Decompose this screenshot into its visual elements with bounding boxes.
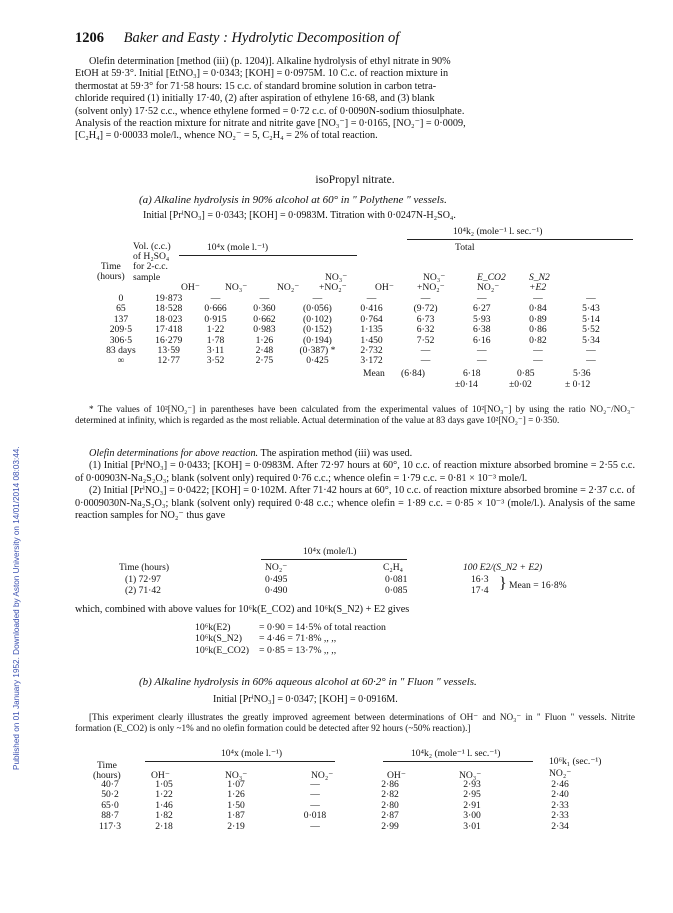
running-title: Baker and Easty : Hydrolytic Decomposition of [123,30,400,46]
table-cell: — [533,293,543,304]
t2-r2-time: (2) 71·42 [125,585,161,596]
table-cell: 306·5 [109,334,133,346]
table-cell: 5·34 [582,334,600,346]
table-a-brace-k [407,239,633,244]
t2-brace-glyph: } [499,575,507,592]
table-cell: 2·19 [227,820,245,832]
table-cell: 0·018 [303,810,327,822]
table-cell: 1·50 [227,799,245,811]
pm-sn2: ± 0·12 [565,379,591,390]
table-cell: 0·84 [529,303,547,315]
table-a-brace-x [179,255,357,260]
table-cell: — [310,799,320,811]
intro-line: [C₂H₄] = 0·00033 mole/l., whence NO₂⁻ = 5, C₂H₄ = 2% of total reaction. [75,130,378,142]
table-cell: — [476,345,487,357]
table-cell: 1·87 [227,810,245,822]
table-2-group: 10⁴x (mole/l.) [303,546,357,557]
t2-col-c2h4: C₂H₄ [383,562,404,573]
table-a-group-k: 10⁴k₂ (mole⁻¹ l. sec.⁻¹) [453,226,543,237]
table-cell: (9·72) [413,303,438,315]
intro-line: EtOH at 59·3°. Initial [EtNO₃] = 0·0343; [KOH] = 0·0975M. 10 C.c. of reaction mixture in [75,68,449,80]
col-no3: NO₃⁻ [225,282,248,293]
olefin-section [75,448,635,522]
col-total-a: NO₃⁻ [423,272,446,283]
table-cell: 19·873 [155,293,183,304]
table-cell: 3·01 [463,820,481,832]
table-cell: 2·99 [381,820,399,832]
table-a-group-x: 10⁴x (mole l.⁻¹) [207,242,269,253]
table-cell: 5·43 [582,303,600,315]
table-cell: 1·135 [360,324,383,336]
k-sn2-value: = 4·46 = 71·8% ,, ,, [259,633,337,645]
table-a-row [97,356,617,366]
k-sn2-label: 10⁶k(S_N2) [195,633,242,645]
table-cell: — [586,355,596,367]
col-total-oh: OH⁻ [375,282,394,293]
mean-oh: (6·84) [401,368,425,379]
table-cell: 88·7 [101,810,119,822]
table-cell: (0·387) * [299,345,336,357]
table-cell: 6·73 [416,313,435,325]
table-cell: 13·59 [157,345,180,357]
combined-lines [195,622,535,656]
tb-group-k: 10⁴k₂ (mole⁻¹ l. sec.⁻¹) [411,748,501,759]
t2-r1-e2: 16·3 [471,574,489,585]
t2-col-time: Time (hours) [119,562,170,573]
table-cell: — [420,355,431,367]
table-b-row [85,822,605,832]
table-cell: — [259,293,270,304]
table-cell: — [310,779,320,790]
table-cell: 1·26 [227,789,245,801]
mean-sn2: 5·36 [573,368,591,379]
k-e2-value: = 0·90 = 14·5% of total reaction [259,622,386,633]
olefin-heading: Olefin determinations for above reaction. [89,448,259,459]
table-cell: 2·93 [463,779,481,790]
table-cell: 1·26 [255,334,274,346]
table-cell: 5·14 [582,313,600,325]
table-cell: 2·732 [360,345,383,357]
table-cell: 1·07 [227,779,245,790]
table-a-vol-head: Vol. (c.c.) of H₂SO₄ for 2-c.c. sample [133,241,171,283]
part-b-note: [This experiment clearly illustrates the greatly improved agreement between determinations of OH⁻ and NO₃⁻ in " Fluon " vessels. Nitrite formation (E_CO2) is only ~1% and no olefin formation could be detected after 92 hours (~50% reaction).] [75,712,635,733]
table-cell: 2·33 [551,810,569,822]
table-cell: 1·78 [206,334,225,346]
table-cell: 1·450 [360,334,383,346]
table-b-body [85,780,605,832]
table-cell: — [366,293,377,304]
table-cell: 0·666 [204,303,227,315]
table-cell: 18·023 [155,313,183,325]
table-cell: 1·82 [155,810,173,822]
mean-total: 6·18 [463,368,481,379]
table-cell: 65·0 [101,799,119,811]
table-cell: — [476,355,487,367]
col-total-b: +NO₂⁻ [417,282,445,293]
table-cell: 0·82 [529,334,547,346]
download-watermark [2,150,21,770]
table-cell: 3·00 [463,810,481,822]
tb-col-k1-no3: NO₂⁻ [549,768,572,779]
table-cell: 0·425 [306,355,329,367]
table-cell: 2·40 [551,789,569,801]
k-eco2-label: 10⁶k(E_CO2) [195,644,250,656]
table-cell: (0·056) [303,303,332,315]
table-cell: 0·983 [253,324,276,336]
combined-text: which, combined with above values for 10⁶k(E_CO2) and 10⁶k(S_N2) + E2 gives [75,604,410,615]
col-eco2-b: NO₂⁻ [477,282,500,293]
table-cell: 1·22 [155,789,173,801]
table-cell: 209·5 [109,324,133,336]
tb-time-head-2: (hours) [93,770,121,781]
table-cell: 2·34 [551,820,569,832]
table-cell: 0·360 [253,303,276,315]
tb-col-no2: NO₂⁻ [311,770,334,781]
col-sum-b: +NO₂⁻ [319,282,347,293]
table-cell: 5·93 [472,313,491,325]
table-cell: 2·95 [463,789,481,801]
table-cell: 2·86 [381,779,399,790]
tb-group-x: 10⁴x (mole l.⁻¹) [221,748,283,759]
table-cell: 0·89 [529,313,547,325]
table-cell: 3·172 [360,355,383,367]
table-a-group-total: Total [455,242,475,253]
olefin-heading-line [75,448,635,460]
intro-line: thermostat at 59·3° for 71·58 hours: 15 c.c. of standard bromine solution in carbon tetra- [75,80,437,92]
t2-col-no2: NO₂⁻ [265,562,288,573]
part-a-heading: (a) Alkaline hydrolysis in 90% alcohol at 60° in " Polythene " vessels. [139,194,447,206]
table-cell: — [420,293,431,304]
table-cell: 137 [113,313,129,325]
table-cell: 6·38 [472,324,491,336]
col-sn2-b: +E2 [529,282,547,293]
k-eco2-value: = 0·85 = 13·7% ,, ,, [259,644,337,656]
table-cell: 0·86 [529,324,547,336]
olefin-para-2: (2) Initial [PrⁱNO₃] = 0·0422; [KOH] = 0·102M. After 71·42 hours at 60°, 10 c.c. of reaction mixture absorbed bromine = 2·37 c.c. of 0·0009030N-Na₂S₂O₃; blank (solvent only) required 0·48 c.c.; whence olefin = 1·89 c.c. = 0·85 × 10⁻³ (mole/l.). Analysis of the same reaction samples for NO₂⁻ thus gave [75,485,635,522]
table-cell: 3·11 [206,345,225,357]
table-cell: — [310,789,320,801]
t2-r2-e2: 17·4 [471,585,489,596]
table-cell: 5·52 [582,324,600,336]
intro-line: (solvent only) 17·52 c.c., whence ethylene formed = 0·72 c.c. of 0·0090N-sodium thiosulphate. [75,105,465,117]
tb-col-oh: OH⁻ [151,770,170,781]
t2-r2-c2h4: 0·085 [385,585,408,596]
t2-r1-c2h4: 0·081 [385,574,408,585]
k-e2-label: 10⁶k(E2) [195,622,231,633]
intro-line: Analysis of the reaction mixture for nitrate and nitrite gave [NO₃⁻] = 0·0165, [NO₂⁻] = 0·0009, [75,118,466,130]
t2-r1-time: (1) 72·97 [125,574,161,585]
table-cell: — [586,345,596,357]
intro-paragraph [75,56,635,143]
table-cell: — [310,820,320,832]
t2-r2-no2: 0·490 [265,585,288,596]
table-cell: 0 [118,293,124,304]
table-cell: 2·82 [381,789,399,801]
table-cell: 12·77 [157,355,180,367]
table-cell: — [210,293,221,304]
table-cell: 1·46 [155,799,173,811]
table-cell: — [420,345,431,357]
intro-line: Olefin determination [method (iii) (p. 1204)]. Alkaline hydrolysis of ethyl nitrate in 90% [89,56,451,67]
table-cell: 17·418 [155,324,183,336]
table-cell: — [533,355,543,367]
part-b-heading: (b) Alkaline hydrolysis in 60% aqueous alcohol at 60·2° in " Fluon " vessels. [139,676,477,688]
table-cell: 40·7 [101,779,119,790]
table-cell: 50·2 [101,789,119,801]
table-cell: (0·194) [303,334,332,346]
mean-eco2: 0·85 [517,368,535,379]
table-cell: 2·80 [381,799,399,811]
table-a-body [97,294,617,367]
section-title: isoPropyl nitrate. [315,174,395,186]
table-cell: 6·32 [416,324,435,336]
part-a-initial: Initial [PrⁱNO₃] = 0·0343; [KOH] = 0·0983M. Titration with 0·0247N-H₂SO₄. [143,210,456,221]
table-cell: 2·75 [255,355,274,367]
tb-brace-x [145,761,335,766]
table-cell: ∞ [117,355,125,367]
olefin-para-1: (1) Initial [PrⁱNO₃] = 0·0433; [KOH] = 0·0983M. After 72·97 hours at 60°, 10 c.c. of reaction mixture absorbed bromine = 2·55 c.c. of 0·00903N-Na₂S₂O₃; blank (solvent only) required 0·76 c.c.; whence olefin = 1·79 c.c. = 0·81 × 10⁻³ mole/l. [75,460,635,484]
table-a-footnote: * The values of 10²[NO₂⁻] in parentheses have been calculated from the experimental values of 10²[NO₃⁻] by using the ratio NO₂⁻/NO₃⁻ determined at infinity, which is regarded as the most reliable. Actual determination of the value at 83 days gave 10²[NO₂⁻] = 0·350. [75,404,635,425]
table-cell: 18·528 [155,303,183,315]
table-cell: 3·52 [206,355,225,367]
t2-col-e2: 100 E2/(S_N2 + E2) [463,562,543,573]
col-sum-a: NO₃⁻ [325,272,348,283]
table-a-mean-label: Mean [363,368,385,379]
table-cell: (0·152) [303,324,332,336]
table-cell: 2·18 [155,820,173,832]
table-cell: 2·46 [551,779,569,790]
table-cell: 16·279 [155,334,183,346]
table-cell: 6·16 [472,334,491,346]
table-a-time-head: Time (hours) [97,261,125,283]
olefin-heading-rest: The aspiration method (iii) was used. [260,448,413,459]
table-cell: — [312,293,323,304]
table-cell: — [533,345,543,357]
col-oh: OH⁻ [181,282,200,293]
table-cell: 1·22 [206,324,225,336]
tb-group-k1: 10⁶k₁ (sec.⁻¹) [549,756,602,767]
table-cell: 1·05 [155,779,173,790]
table-cell: — [476,293,487,304]
table-cell: 6·27 [472,303,491,315]
table-cell: (0·102) [303,313,332,325]
table-cell: 0·915 [204,313,227,325]
table-cell: 83 days [106,345,136,357]
col-no2: NO₂⁻ [277,282,300,293]
table-cell: 2·91 [463,799,481,811]
t2-r1-no2: 0·495 [265,574,288,585]
tb-col-no3: NO₃⁻ [225,770,248,781]
col-sn2: S_N2 [529,272,550,283]
page-number: 1206 [75,30,104,46]
part-b-initial: Initial [PrⁱNO₃] = 0·0347; [KOH] = 0·0916M. [213,694,398,705]
intro-line: chloride required (1) initially 17·40, (2) after aspiration of ethylene 16·68, and (3) blank [75,93,435,105]
col-eco2: E_CO2 [477,272,506,283]
table-cell: 65 [116,303,126,315]
watermark-text: Published on 01 January 1952. Downloaded by Aston University on 14/01/2014 08:03:44. [12,446,21,770]
table-cell: 7·52 [416,334,435,346]
pm-eco2: ±0·02 [509,379,532,390]
pm-total: ±0·14 [455,379,478,390]
table-cell: 0·662 [253,313,276,325]
t2-mean: Mean = 16·8% [509,580,567,591]
running-header [75,30,635,47]
tb-col-k-no3: NO₃⁻ [459,770,482,781]
table-cell: 117·3 [98,820,122,832]
tb-time-head-1: Time [97,760,117,771]
table-cell: 2·87 [381,810,399,822]
table-cell: 2·33 [551,799,569,811]
tb-brace-k [383,761,533,766]
table-cell: 0·764 [360,313,383,325]
tb-col-k-oh: OH⁻ [387,770,406,781]
table-cell: 2·48 [255,345,274,357]
table-cell: — [586,293,596,304]
table-cell: 0·416 [360,303,383,315]
